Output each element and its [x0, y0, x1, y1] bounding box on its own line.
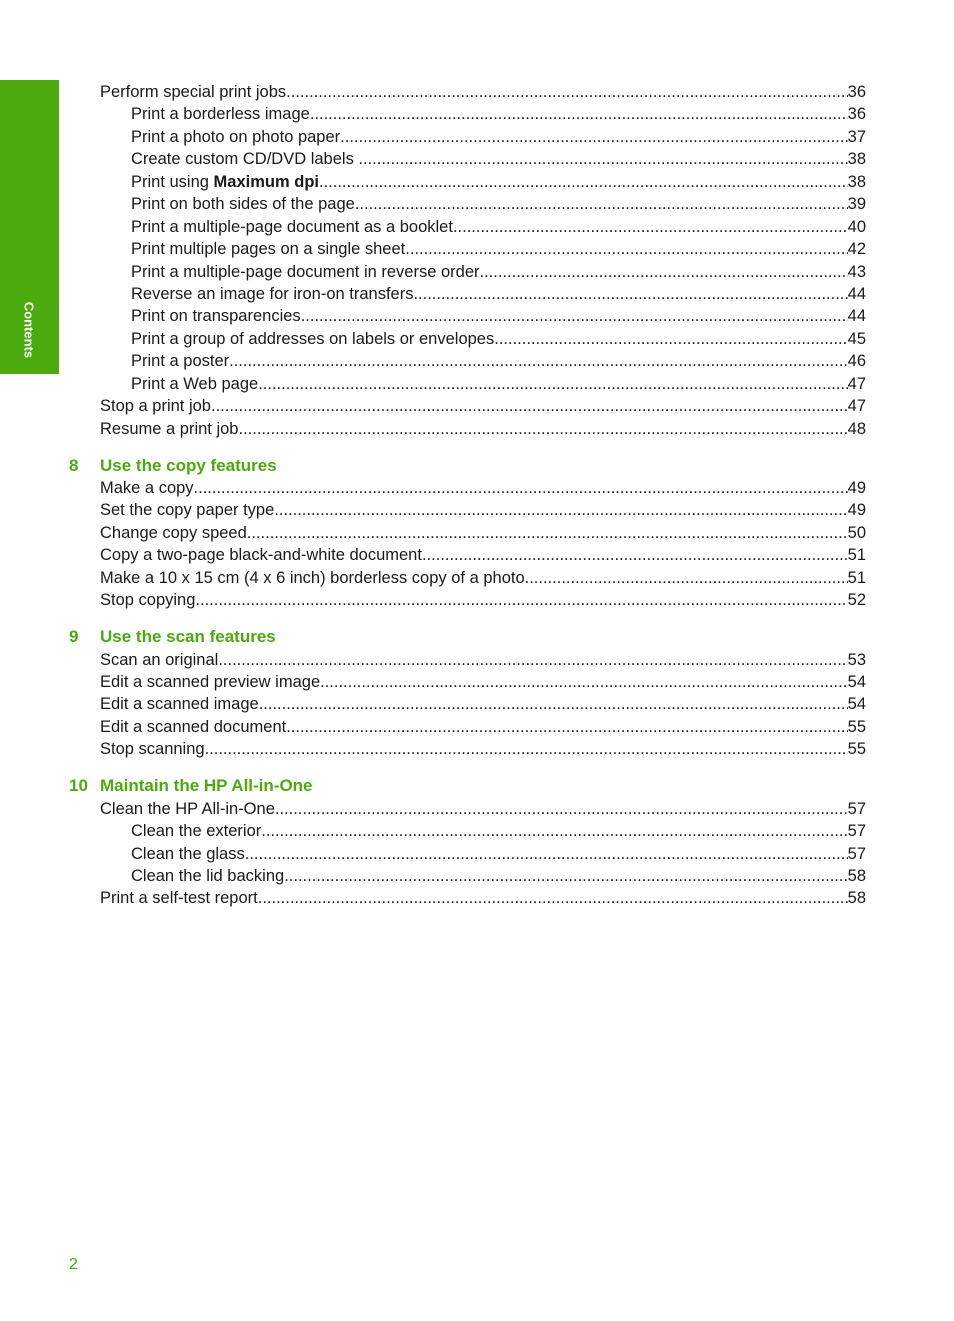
page-ref: 47 [847, 397, 866, 416]
dot-leader [205, 738, 848, 760]
table-of-contents [0, 81, 954, 910]
page-ref: 48 [847, 419, 866, 438]
toc-entry[interactable] [0, 522, 954, 544]
page-ref: 54 [847, 695, 866, 714]
page-ref: 45 [847, 329, 866, 348]
page-ref: 55 [847, 740, 866, 759]
entry-title: Resume a print job [100, 419, 239, 438]
entry-title: Print a poster [131, 352, 230, 371]
entry-title: Perform special print jobs [100, 83, 287, 101]
toc-entry[interactable] [0, 671, 954, 693]
page-ref: 52 [847, 591, 866, 610]
toc-entry[interactable] [0, 193, 954, 215]
page-ref: 40 [847, 217, 866, 236]
entry-title: Scan an original [100, 650, 219, 669]
page-ref: 55 [847, 717, 866, 736]
entry-title: Stop a print job [100, 397, 211, 416]
entry-title: Print a photo on photo paper [131, 127, 341, 146]
page-ref: 37 [847, 127, 866, 146]
entry-title: Reverse an image for iron-on transfers [131, 284, 414, 303]
dot-leader [355, 193, 848, 215]
entry-title: Stop scanning [100, 740, 205, 759]
toc-entry[interactable] [0, 81, 954, 103]
page-ref: 47 [847, 374, 866, 393]
chapter-number: 9 [69, 627, 79, 647]
toc-entry[interactable] [0, 887, 954, 909]
dot-leader [494, 328, 847, 350]
dot-leader [258, 887, 848, 909]
page-ref: 38 [847, 150, 866, 169]
toc-entry[interactable] [0, 649, 954, 671]
dot-leader [239, 418, 848, 440]
toc-entry[interactable] [0, 238, 954, 260]
page-ref: 51 [847, 546, 866, 565]
dot-leader [319, 171, 848, 193]
chapter-title: Maintain the HP All-in-One [100, 776, 313, 796]
entry-title: Set the copy paper type [100, 501, 275, 520]
toc-entry[interactable] [0, 350, 954, 372]
chapter-heading[interactable] [0, 626, 954, 648]
toc-entry[interactable] [0, 798, 954, 820]
dot-leader [218, 649, 847, 671]
page-ref: 44 [847, 284, 866, 303]
entry-title: Clean the glass [131, 844, 245, 863]
page-ref: 46 [847, 352, 866, 371]
page-ref: 57 [847, 844, 866, 863]
toc-entry[interactable] [0, 499, 954, 521]
page-ref: 49 [847, 478, 866, 497]
entry-title: Print on both sides of the page [131, 195, 355, 214]
entry-title: Make a copy [100, 478, 194, 497]
toc-entry[interactable] [0, 738, 954, 760]
page-ref: 42 [847, 240, 866, 259]
dot-leader [259, 693, 848, 715]
dot-leader [413, 283, 847, 305]
entry-title: Print a multiple-page document as a booklet [131, 217, 453, 236]
entry-title: Make a 10 x 15 cm (4 x 6 inch) borderless copy of a photo [100, 568, 525, 587]
dot-leader [320, 671, 848, 693]
page-number: 2 [69, 1256, 78, 1273]
entry-title-prefix: Print using [131, 172, 214, 191]
page-ref: 36 [847, 105, 866, 124]
page-ref: 57 [847, 822, 866, 841]
dot-leader [245, 843, 848, 865]
toc-entry[interactable] [0, 148, 954, 170]
dot-leader [229, 350, 848, 372]
page-ref: 58 [847, 866, 866, 885]
page-ref: 43 [847, 262, 866, 281]
entry-title: Print on transparencies [131, 307, 301, 326]
toc-entry[interactable] [0, 216, 954, 238]
entry-title: Clean the HP All-in-One [100, 799, 275, 818]
side-tab-label: Contents [21, 301, 37, 359]
chapter-heading[interactable] [0, 775, 954, 797]
entry-title: Change copy speed [100, 523, 247, 542]
entry-title: Edit a scanned image [100, 695, 259, 714]
dot-leader [525, 567, 848, 589]
toc-entry[interactable] [0, 567, 954, 589]
page-ref: 49 [847, 501, 866, 520]
dot-leader [422, 544, 848, 566]
chapter-title: Use the copy features [100, 455, 277, 475]
entry-title: Clean the lid backing [131, 866, 285, 885]
page-ref: 44 [847, 307, 866, 326]
entry-title-bold: Maximum dpi [213, 172, 319, 191]
page-ref: 58 [847, 889, 866, 908]
dot-leader [301, 305, 848, 327]
dot-leader [247, 522, 848, 544]
entry-title: Stop copying [100, 591, 196, 610]
entry-title: Clean the exterior [131, 822, 262, 841]
entry-title: Edit a scanned preview image [100, 672, 321, 691]
toc-entry[interactable] [0, 103, 954, 125]
toc-entry[interactable] [0, 305, 954, 327]
page-ref: 54 [847, 672, 866, 691]
chapter-title: Use the scan features [100, 627, 276, 647]
page-ref: 50 [847, 523, 866, 542]
toc-entry[interactable] [0, 865, 954, 887]
toc-entry[interactable] [0, 716, 954, 738]
dot-leader [286, 81, 847, 103]
entry-title: Copy a two-page black-and-white document [100, 546, 422, 565]
dot-leader [261, 820, 847, 842]
entry-title: Print a Web page [131, 374, 259, 393]
toc-entry[interactable] [0, 544, 954, 566]
dot-leader [453, 216, 848, 238]
entry-title: Create custom CD/DVD labels [131, 150, 359, 169]
page-ref: 38 [847, 172, 866, 191]
toc-entry[interactable] [0, 693, 954, 715]
dot-leader [310, 103, 848, 125]
entry-title: Print a borderless image [131, 105, 310, 124]
toc-entry[interactable] [0, 477, 954, 499]
toc-entry[interactable] [0, 820, 954, 842]
dot-leader [258, 373, 847, 395]
page-ref: 51 [847, 568, 866, 587]
dot-leader [286, 716, 847, 738]
toc-entry[interactable] [0, 373, 954, 395]
toc-entry[interactable] [0, 589, 954, 611]
page-ref: 53 [847, 650, 866, 669]
entry-title [131, 171, 319, 193]
entry-title: Print multiple pages on a single sheet [131, 240, 406, 259]
dot-leader [358, 148, 847, 170]
entry-title: Print a multiple-page document in reverse order [131, 262, 480, 281]
dot-leader [195, 589, 847, 611]
toc-entry[interactable] [0, 843, 954, 865]
dot-leader [480, 261, 848, 283]
toc-entry[interactable] [0, 395, 954, 417]
dot-leader [405, 238, 847, 260]
entry-title: Print a group of addresses on labels or envelopes [131, 329, 495, 348]
page-ref: 39 [847, 195, 866, 214]
toc-entry[interactable] [0, 418, 954, 440]
toc-entry[interactable] [0, 171, 954, 193]
toc-entry[interactable] [0, 328, 954, 350]
entry-title: Edit a scanned document [100, 717, 287, 736]
toc-entry[interactable] [0, 283, 954, 305]
toc-entry[interactable] [0, 126, 954, 148]
entry-title: Print a self-test report [100, 889, 258, 908]
dot-leader [275, 798, 848, 820]
chapter-heading[interactable] [0, 455, 954, 477]
page-ref: 36 [847, 83, 866, 101]
chapter-number: 8 [69, 455, 79, 475]
dot-leader [274, 499, 847, 521]
page-ref: 57 [847, 799, 866, 818]
dot-leader [340, 126, 847, 148]
dot-leader [194, 477, 848, 499]
dot-leader [284, 865, 847, 887]
dot-leader [211, 395, 848, 417]
chapter-number: 10 [69, 776, 88, 796]
toc-entry[interactable] [0, 261, 954, 283]
